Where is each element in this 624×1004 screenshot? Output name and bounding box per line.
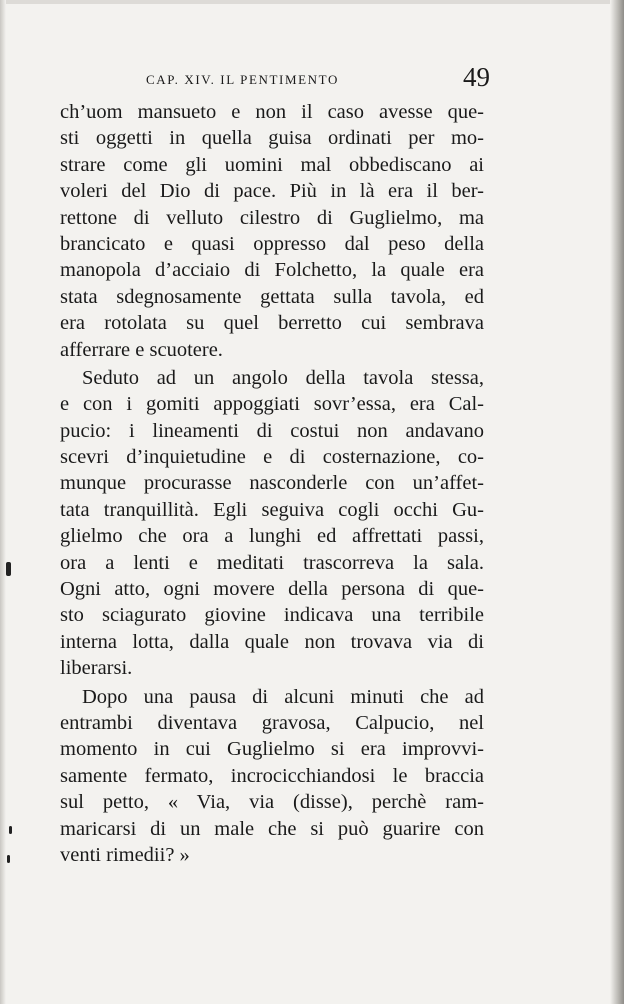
text-line: tata tranquillità. Egli seguiva cogli occhi Gu- (60, 498, 484, 521)
text-line: ch’uom mansueto e non il caso avesse que- (60, 101, 484, 123)
text-line: ora a lenti e meditati trascorreva la sala. (60, 551, 484, 574)
page-top-edge (0, 0, 624, 4)
paragraph (60, 684, 484, 869)
text-line: samente fermato, incrocicchiandosi le braccia (60, 764, 484, 787)
text-line: Ogni atto, ogni movere della persona di que- (60, 578, 484, 601)
text-line: rettone di velluto cilestro di Guglielmo, ma (60, 206, 484, 229)
running-head: CAP. XIV. IL PENTIMENTO (146, 72, 339, 87)
paragraph (60, 365, 484, 682)
margin-ink-mark (6, 562, 11, 576)
text-line: stata sdegnosamente gettata sulla tavola, ed (60, 285, 484, 308)
text-line: munque procurasse nasconderle con un’affet- (60, 472, 484, 495)
text-line: venti rimedii? » (60, 843, 190, 866)
text-line: e con i gomiti appoggiati sovr’essa, era Cal- (60, 393, 484, 416)
page-right-edge (610, 0, 624, 1004)
page-left-edge (0, 0, 6, 1004)
text-line: afferrare e scuotere. (60, 338, 223, 361)
margin-ink-mark (9, 826, 12, 834)
text-line: liberarsi. (60, 657, 133, 680)
text-line: sto sciagurato giovine indicava una terribile (60, 604, 484, 627)
text-line: scevri d’inquietudine e di costernazione, co- (60, 446, 484, 469)
text-line: glielmo che ora a lunghi ed affrettati passi, (60, 525, 484, 548)
text-line: sti oggetti in quella guisa ordinati per mo- (60, 127, 484, 150)
text-line: sul petto, « Via, via (disse), perchè ram- (60, 791, 484, 814)
paragraph (60, 99, 484, 363)
text-line: manopola d’acciaio di Folchetto, la quale era (60, 259, 484, 282)
page-header (60, 62, 490, 98)
text-line: momento in cui Guglielmo si era improvvi- (60, 738, 484, 761)
text-line: strare come gli uomini mal obbediscano ai (60, 153, 484, 176)
text-line: entrambi diventava gravosa, Calpucio, nel (60, 711, 484, 734)
text-line: Dopo una pausa di alcuni minuti che ad (82, 685, 484, 708)
page-number: 49 (463, 62, 490, 92)
text-line: era rotolata su quel berretto cui sembrava (60, 312, 484, 335)
margin-ink-mark (7, 855, 10, 863)
text-line: Seduto ad un angolo della tavola stessa, (82, 366, 484, 389)
text-line: voleri del Dio di pace. Più in là era il ber- (60, 180, 484, 203)
body-text (60, 99, 484, 868)
text-line: maricarsi di un male che si può guarire con (60, 817, 484, 840)
text-line: brancicato e quasi oppresso dal peso della (60, 232, 484, 255)
text-line: pucio: i lineamenti di costui non andavano (60, 419, 484, 442)
text-line: interna lotta, dalla quale non trovava via di (60, 630, 484, 653)
